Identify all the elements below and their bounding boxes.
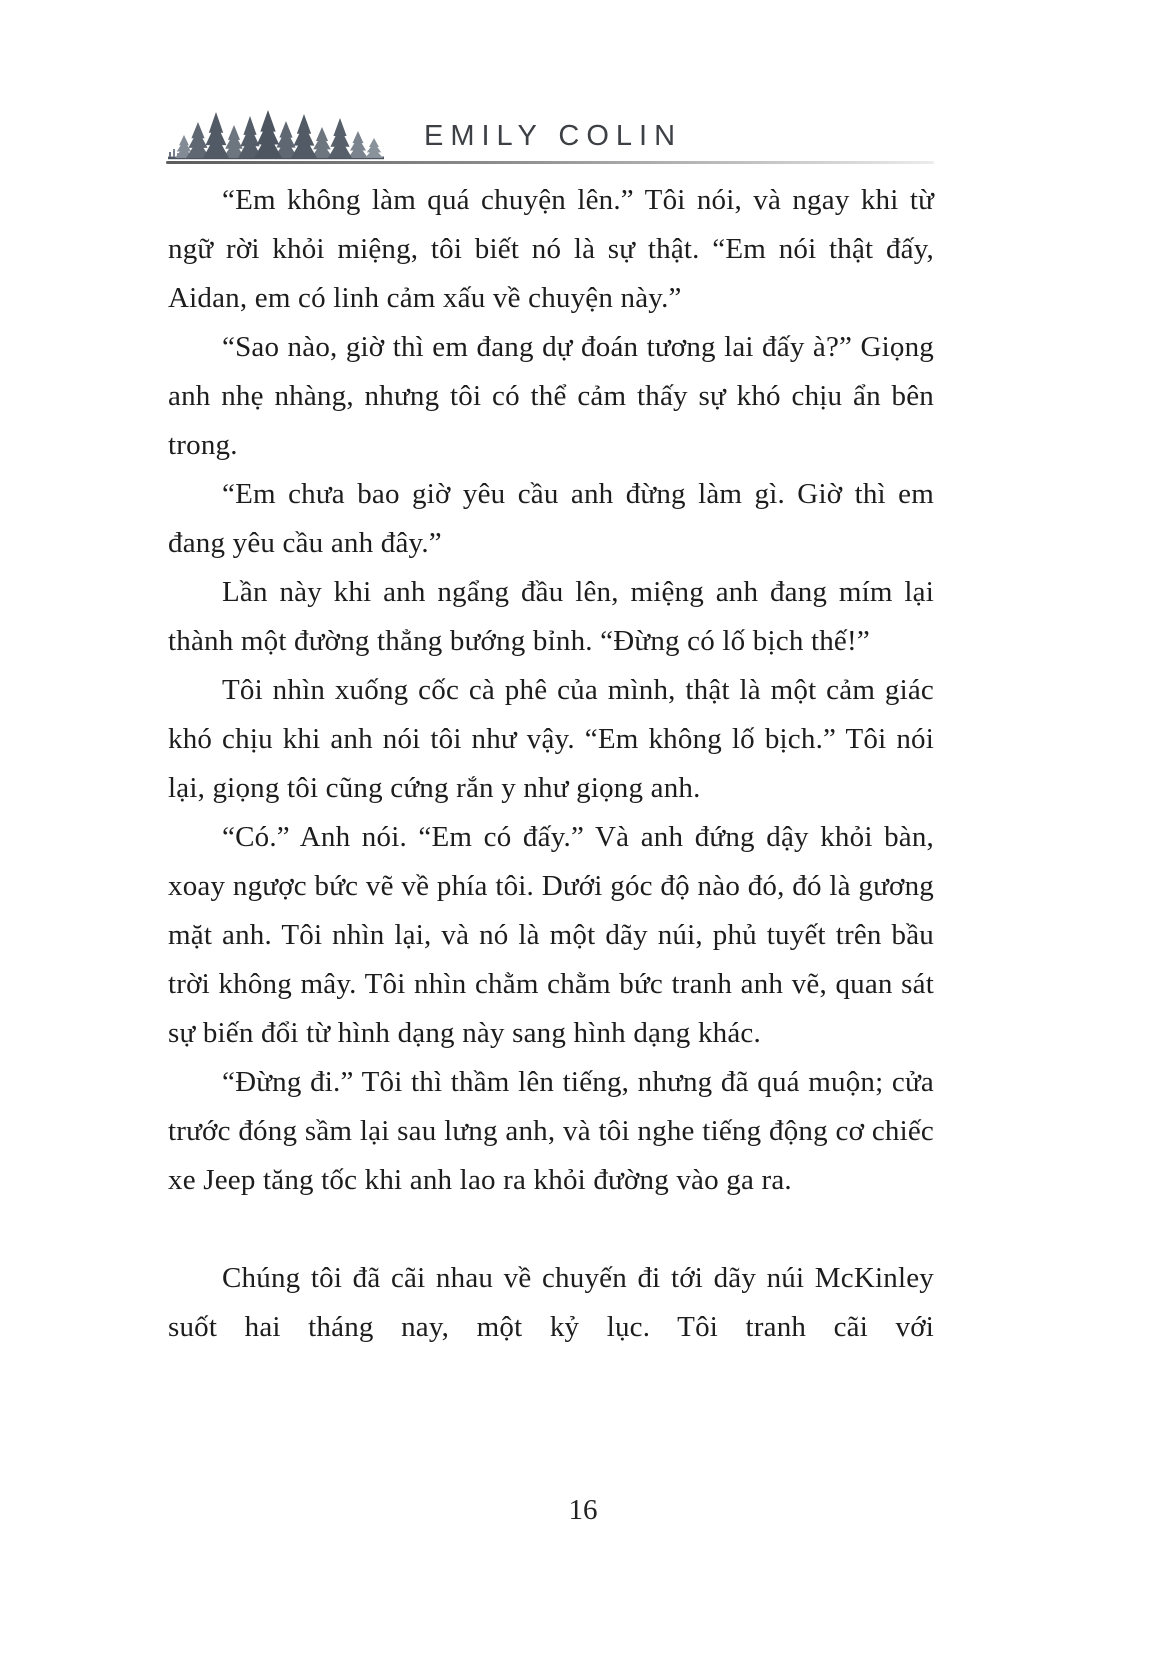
paragraph: “Em chưa bao giờ yêu cầu anh đừng làm gì. Giờ thì em đang yêu cầu anh đây.”	[168, 478, 934, 559]
page-number: 16	[568, 1494, 598, 1526]
page-header	[166, 100, 934, 164]
body-text	[168, 176, 934, 1352]
paragraph: Tôi nhìn xuống cốc cà phê của mình, thật là một cảm giác khó chịu khi anh nói tôi như vậy. “Em không lố bịch.” Tôi nói lại, giọng tôi cũng cứng rắn y như giọng anh.	[168, 674, 934, 804]
paragraph: Chúng tôi đã cãi nhau về chuyến đi tới dãy núi McKinley suốt hai tháng nay, một kỷ lục. Tôi tranh cãi với	[168, 1262, 934, 1343]
pine-forest-icon	[168, 106, 400, 162]
section-break	[168, 1205, 934, 1254]
paragraph: “Có.” Anh nói. “Em có đấy.” Và anh đứng dậy khỏi bàn, xoay ngược bức vẽ về phía tôi. Dưới góc độ nào đó, đó là gương mặt anh. Tôi nhìn lại, và nó là một dãy núi, phủ tuyết trên bầu trời không mây. Tôi nhìn chằm chằm bức tranh anh vẽ, quan sát sự biến đổi từ hình dạng này sang hình dạng khác.	[168, 821, 934, 1049]
paragraph: “Đừng đi.” Tôi thì thầm lên tiếng, nhưng đã quá muộn; cửa trước đóng sầm lại sau lưng anh, và tôi nghe tiếng động cơ chiếc xe Jeep tăng tốc khi anh lao ra khỏi đường vào ga ra.	[168, 1066, 934, 1196]
author-name: EMILY COLIN	[424, 120, 683, 152]
paragraph: Lần này khi anh ngẩng đầu lên, miệng anh đang mím lại thành một đường thẳng bướng bỉnh. “Đừng có lố bịch thế!”	[168, 576, 934, 657]
header-divider	[166, 161, 934, 164]
paragraph: “Sao nào, giờ thì em đang dự đoán tương lai đấy à?” Giọng anh nhẹ nhàng, nhưng tôi có thể cảm thấy sự khó chịu ẩn bên trong.	[168, 331, 934, 461]
paragraph: “Em không làm quá chuyện lên.” Tôi nói, và ngay khi từ ngữ rời khỏi miệng, tôi biết nó là sự thật. “Em nói thật đấy, Aidan, em có linh cảm xấu về chuyện này.”	[168, 184, 934, 314]
